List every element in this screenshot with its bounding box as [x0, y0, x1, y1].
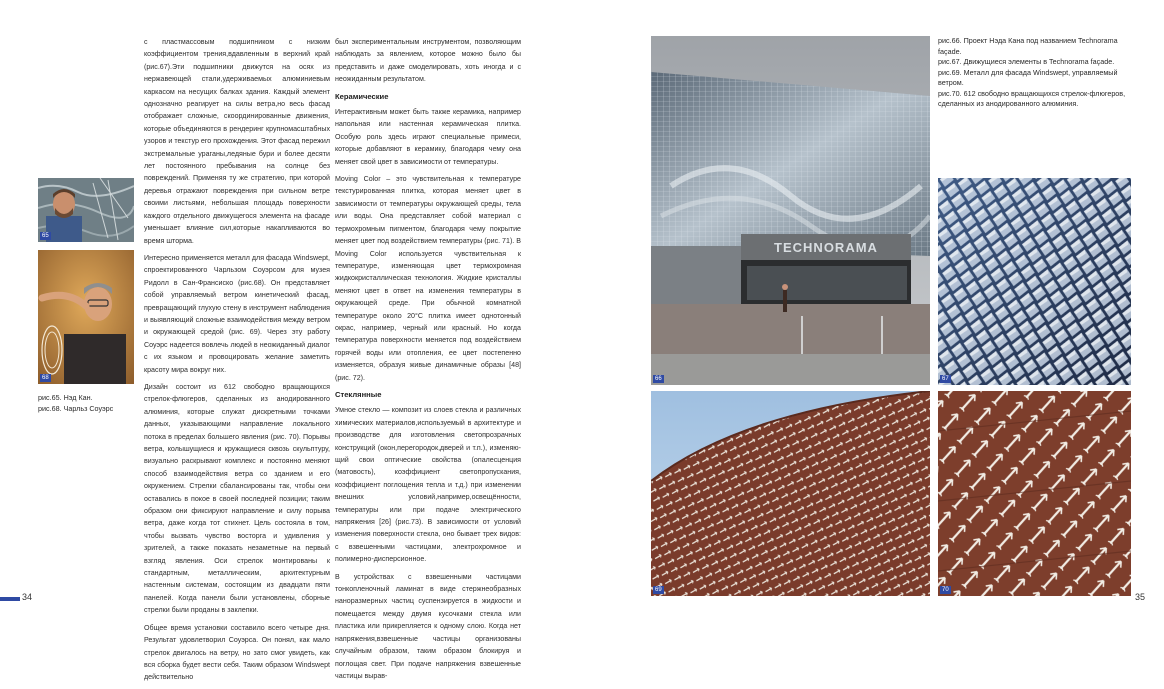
paragraph: Умное стекло — композит из слоев стекла и различных химических материалов,используемый в архитектуре и производстве для изготовления светопрозрачных конструкций (окон,перегородок,дверей и т.п.), изменяю-щий свои оптические свойства (опалесценция (матовость), коэффициент светопропускания, коэффициент поглощения тепла и т.д.) при изменении внешних условий,например,освещённости, температуры или при подаче электрического напряжения [26] (рис.73). В зависимости от условий изменения поверхности стекла, оно бывает трех видов: с взвешенными частицами, электрохромное и полимерно-дисперсионное. [335, 406, 521, 564]
technorama-facade-photo [651, 36, 930, 385]
photo-number-67: 67 [942, 376, 949, 382]
section-heading-ceramics: Керамические [335, 91, 389, 101]
page-number-left: 34 [22, 592, 33, 602]
caption-fig-67: рис.67. Движущиеся элементы в Technorama façade. [938, 57, 1115, 66]
photo-number-70: 70 [942, 587, 949, 593]
technorama-facade-image [651, 36, 930, 385]
paragraph: с пластмассовым подшипником с низким коэффициентом трения,вдавленным в верхний край (рис.67).Эти подшипники движутся на осях из нержавеющей стали,удерживаемых алюминиевым каркасом на несущих балках здания. Каждый элемент однозначно реагирует на силы ветра,но весь фасад отображает сложные, скоординированные движения, которые объединяются в рендеринг крупномасштабных узоров и текстур его прохождения. Этот фасад пережил экстремальные ураганы,ледяные бури и более десяти лет постоянного пребывания на солнце без повреждений. Применяя ту же стратегию, при которой деревья отражают повреждения при сильном ветре своими листьями, небольшая площадь поверхности каждого отдельного движущегося элемента на фасаде уменьшает влияние сил,которые накапливаются во время шторма. [144, 38, 330, 245]
paragraph: Интересно применяется металл для фасада Windswept, спроектированного Чарльзом Соуэрсом для музея Ридолл в Сан-Франсиско (рис.68). Он представляет собой управляемый ветром кинетический фасад, превращающий глухую стену в инструмент наблюдения и выявляющий сложные взаимодействия между ветром и окружающей средой (рис. 69). Через эту работу Соуэрс надеется вовлечь людей в неожиданный диалог с их языком и провоцировать желание заметить красоту мира вокруг них. [144, 253, 331, 374]
paragraph: В устройствах с взвешенными частицами тонкопленочный ламинат в виде стержнеобразных наноразмерных частиц суспензируется в жидкости и помещается между двумя кусочками стекла или пластика или прикрепляется к одному слою. Когда нет напряжения,взвешенные частицы организованы случайным образом, таким образом блокируя и поглощая свет. При подаче напряжения взвешенные частицы вырав- [335, 572, 521, 680]
portrait-charles-sowers-photo [38, 250, 134, 384]
paragraph: Интерактивным может быть также керамика, например напольная или настенная керамическая плитка. Особую роль здесь играют специальные примеси, которые добавляют в керамику, благодаря чему она меняет свой цвет в зависимости от температуры. [335, 108, 521, 166]
portrait-charles-sowers-image [38, 250, 134, 384]
technorama-sign-text: TECHNORAMA [774, 240, 878, 255]
caption-fig-70: рис.70. 612 свободно вращающихся стрелок-флюгеров, сделанных из анодированного алюминия. [938, 88, 1126, 108]
caption-fig-69: рис.69. Металл для фасада Windswept, управляемый ветром. [938, 67, 1118, 87]
text-column-2 [335, 36, 521, 687]
windswept-facade-image [651, 391, 930, 596]
left-page [0, 0, 582, 682]
portrait-captions [38, 393, 138, 414]
photo-number-66: 66 [655, 376, 662, 382]
portrait-ned-kahn-photo [38, 178, 134, 242]
right-page [582, 0, 1164, 632]
figure-captions [938, 36, 1138, 110]
caption-fig-66: рис.66. Проект Нэда Кана под названием Technorama façade. [938, 36, 1118, 56]
windswept-facade-photo [651, 391, 930, 596]
photo-number-68: 68 [42, 375, 49, 381]
page-number-right: 35 [1135, 592, 1146, 602]
moving-elements-image [938, 178, 1131, 385]
portrait-ned-kahn-image [38, 178, 134, 242]
paragraph: был экспериментальным инструментом, позволяющим наблюдать за явлением, которое можно было бы представить и даже смоделировать, хоть иногда и с неожиданным результатом. [335, 38, 521, 84]
caption-fig-68: рис.68. Чарльз Соуэрс [38, 403, 114, 413]
section-heading-glass: Стеклянные [335, 389, 382, 399]
photo-number-65: 65 [42, 233, 49, 239]
page-number-bar [0, 597, 20, 601]
paragraph: Дизайн состоит из 612 свободно вращающихся стрелок-флюгеров, сделанных из анодированного алюминия, которые служат дискретными точками данных, указывающими направление локального потока в пределах большего явления (рис. 70). Порывы ветра, колышущиеся и кружащиеся сквозь скульптуру, визуально раскрывают комплекс и постоянно меняют способ взаимодействия ветра со зданием и его окружением. Стрелки сбалансированы так, чтобы они оставались в покое в своей последней позиции; таким образом они фиксируют направление и силу порыва ветра, даже когда тот стихнет. Цель состояла в том, чтобы вызвать чувство восторга и удивления у зрителей, а также показать незаметные на первый взгляд явления. Оси стрелок монтированы к стандартным, металлическим, архитектурным настенным системам, состоящим из двадцати пяти панелей. Когда панели были установлены, сборные стрелки были проданы в заклепки. [144, 382, 330, 615]
paragraph: Moving Color – это чувствительная к температуре текстурированная плитка, которая меняет цвет в зависимости от температуры окружающей среды, тела или воды. Она представляет собой материал с термохромным пигментом, благодаря чему покрытие меняет цвет под воздействием температуры (рис. 71). В Moving Color используется чувствительная к температуре, изменяющая цвет термохромная жидкокристаллическая технология. Жидкие кристаллы меняют цвет в ответ на изменения температуры в окружающей среде. При обычной комнатной температуре около 20°С плитка имеет однотонный окрас, например, черный или красный. Но когда температура поверхности меняется под воздействием горячей воды или отопления, ее цвет постепенно изменяется, образуя живые динамичные образы [48] (рис. 72). [335, 175, 521, 382]
caption-fig-65: рис.65. Нэд Кан. [38, 393, 93, 402]
text-column-1 [144, 36, 330, 689]
paragraph: Общее время установки составило всего четыре дня. Результат удовлетворил Соуэрса. Он понял, как мало стрелок двигалось на ветру, но зато смог увидеть, как вся сборка будет вести себя. Таким образом Windswept действительно [144, 623, 330, 682]
moving-elements-photo [938, 178, 1131, 385]
wind-arrows-closeup-image [938, 391, 1131, 596]
photo-number-69: 69 [655, 587, 662, 593]
wind-arrows-closeup-photo [938, 391, 1131, 596]
